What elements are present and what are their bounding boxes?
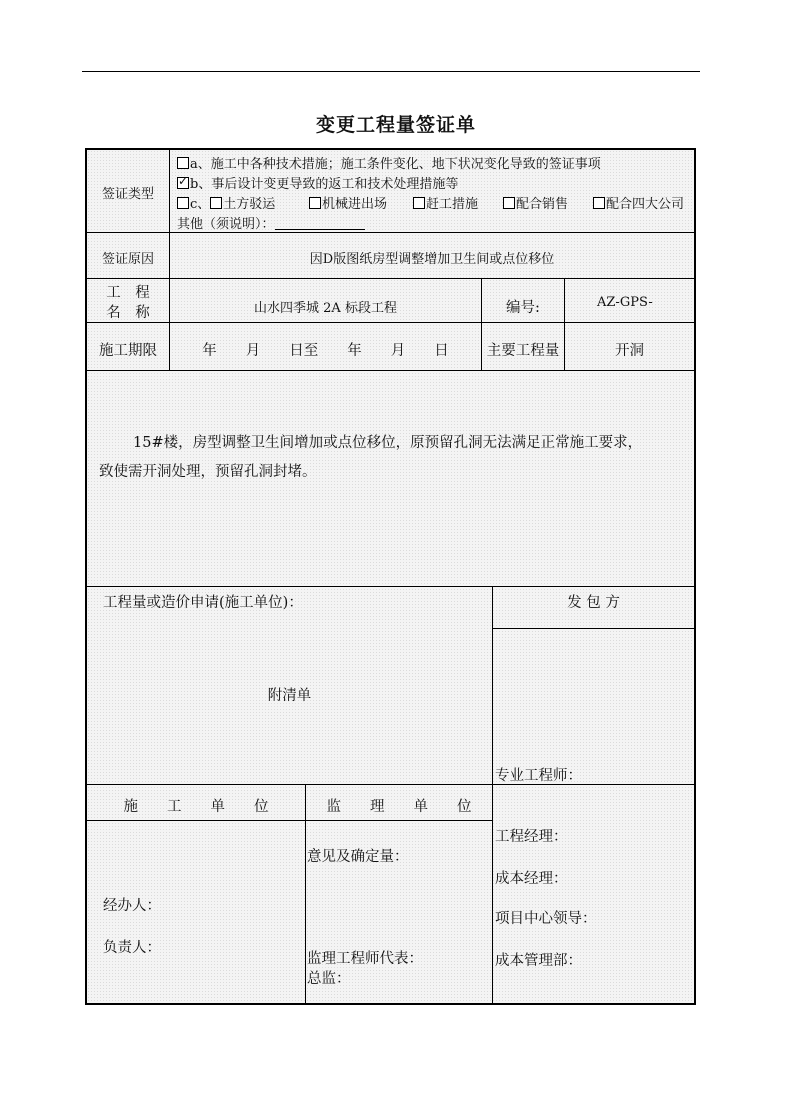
main-quantity-value: 开洞 [615,343,644,359]
period-label: 施工期限 [99,343,157,359]
project-manager-sign: 工程经理： [495,829,568,845]
sign-type-other: 其他（须说明）： [177,213,365,232]
visa-form [85,148,696,1005]
option-b-text: b、事后设计变更导致的返工和技术处理措施等 [190,177,459,192]
construction-unit-header: 施 工 单 位 [123,799,269,815]
project-name: 山水四季城 2A 标段工程 [254,301,397,316]
checkbox-c[interactable] [177,197,189,209]
sign-type-option-machine: 机械进出场 [309,193,387,212]
handler-sign: 经办人： [103,898,161,914]
period-value: 年 月 日至 年 月 日 [202,343,449,359]
sign-type-option-sales: 配合销售 [503,193,568,212]
sign-type-option-c [177,193,275,212]
responsible-sign: 负责人： [103,940,161,956]
employer-header: 发 包 方 [567,595,620,611]
cost-dept-sign: 成本管理部： [495,953,582,969]
other-input[interactable] [275,217,365,230]
col-divider [492,586,493,1003]
cost-manager-sign: 成本经理： [495,871,568,887]
description-line-2: 致使需开洞处理，预留孔洞封堵。 [99,464,317,480]
option-c-text: c、 [190,197,211,212]
sign-type-option-b [177,173,458,192]
checkbox-machine[interactable] [309,197,321,209]
sign-type-option-four: 配合四大公司 [593,193,684,212]
attachment-note: 附清单 [267,688,312,704]
checkbox-rush[interactable] [413,197,425,209]
sign-type-option-a [177,153,601,172]
row-divider [87,820,492,821]
reason-label: 签证原因 [101,252,154,267]
number-label: 编号: [506,300,540,316]
opinion-label: 意见及确定量： [307,849,409,865]
engineer-sign: 专业工程师： [495,768,582,784]
option-earth-text: 土方驳运 [223,197,276,212]
row-divider [87,784,694,785]
row-divider [492,628,694,629]
row-divider [87,232,694,233]
col-divider [305,784,306,1003]
sign-type-option-rush: 赶工措施 [413,193,478,212]
row-divider [87,586,694,587]
sign-type-label: 签证类型 [101,187,154,202]
supervision-unit-header: 监 理 单 位 [326,799,472,815]
checkbox-sales[interactable] [503,197,515,209]
supervision-engineer-sign: 监理工程师代表： [307,951,423,967]
page-title: 变更工程量签证单 [315,114,476,136]
project-label-2: 名 称 [106,305,150,321]
apply-label: 工程量或造价申请(施工单位)： [103,595,303,611]
header-rule [82,71,700,72]
number-value: AZ-GPS- [597,295,653,310]
checkbox-four[interactable] [593,197,605,209]
row-divider [87,370,694,371]
checkbox-b[interactable] [177,177,189,189]
center-leader-sign: 项目中心领导： [495,911,597,927]
row-divider [87,278,694,279]
main-quantity-label: 主要工程量 [486,343,560,359]
checkbox-a[interactable] [177,157,189,169]
project-label-1: 工 程 [106,285,150,301]
row-divider [87,322,694,323]
description-line-1: 15#楼，房型调整卫生间增加或点位移位，原预留孔洞无法满足正常施工要求， [133,435,643,451]
chief-supervisor-sign: 总监： [307,971,351,987]
checkbox-earth[interactable] [210,197,222,209]
option-a-text: a、施工中各种技术措施；施工条件变化、地下状况变化导致的签证事项 [190,157,601,172]
reason-value: 因D版图纸房型调整增加卫生间或点位移位 [309,252,555,267]
